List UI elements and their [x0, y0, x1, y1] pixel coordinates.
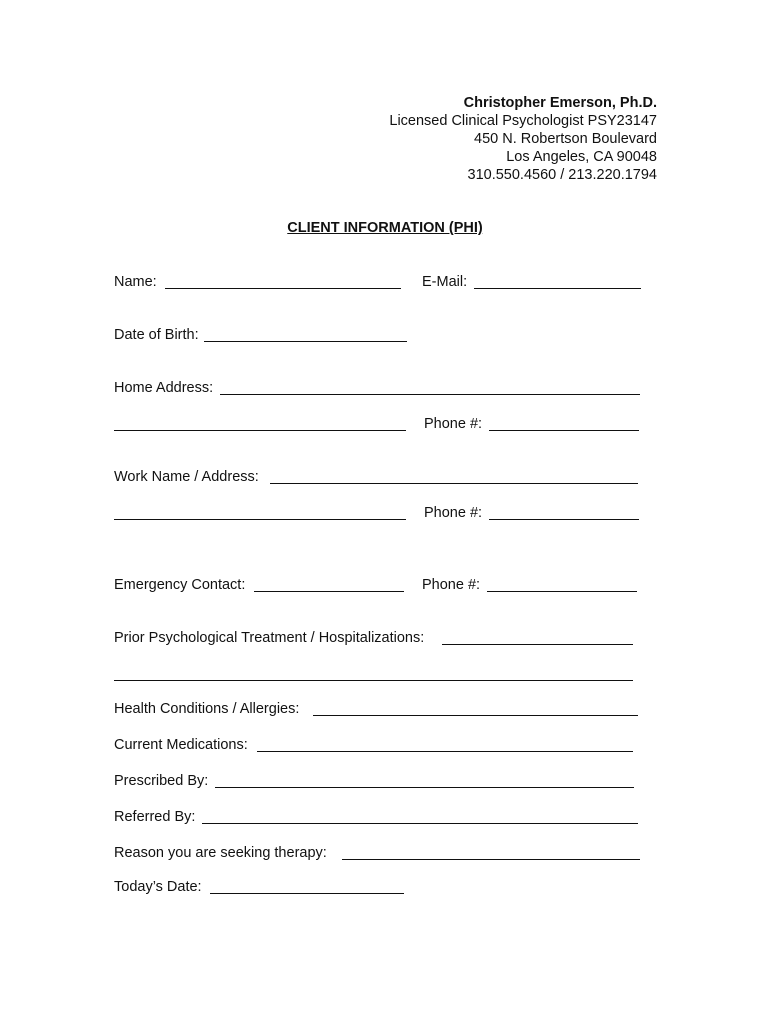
todays-date-field[interactable] — [210, 893, 404, 894]
prior-treatment-label: Prior Psychological Treatment / Hospitalizations: — [114, 630, 425, 646]
work-address-field[interactable] — [270, 483, 638, 484]
name-field[interactable] — [165, 288, 401, 289]
work-phone-field[interactable] — [489, 519, 639, 520]
provider-city: Los Angeles, CA 90048 — [506, 149, 657, 165]
medications-label: Current Medications: — [114, 737, 248, 753]
home-address-label: Home Address: — [114, 380, 214, 396]
emergency-phone-label: Phone #: — [422, 577, 481, 593]
name-label: Name: — [114, 274, 157, 290]
dob-field[interactable] — [204, 341, 407, 342]
provider-street: 450 N. Robertson Boulevard — [474, 131, 657, 147]
health-conditions-label: Health Conditions / Allergies: — [114, 701, 300, 717]
medications-field[interactable] — [257, 751, 633, 752]
email-field[interactable] — [474, 288, 641, 289]
provider-phones: 310.550.4560 / 213.220.1794 — [467, 167, 657, 183]
todays-date-label: Today’s Date: — [114, 879, 202, 895]
form-title: CLIENT INFORMATION (PHI) — [287, 220, 483, 236]
emergency-phone-field[interactable] — [487, 591, 637, 592]
work-address-line-2[interactable] — [114, 519, 406, 520]
dob-label: Date of Birth: — [114, 327, 199, 343]
health-conditions-field[interactable] — [313, 715, 638, 716]
referred-by-field[interactable] — [202, 823, 638, 824]
work-phone-label: Phone #: — [424, 505, 483, 521]
home-address-field[interactable] — [220, 394, 640, 395]
emergency-contact-field[interactable] — [254, 591, 404, 592]
home-phone-field[interactable] — [489, 430, 639, 431]
work-address-label: Work Name / Address: — [114, 469, 259, 485]
prior-treatment-field[interactable] — [442, 644, 633, 645]
referred-by-label: Referred By: — [114, 809, 196, 825]
provider-license: Licensed Clinical Psychologist PSY23147 — [389, 113, 657, 129]
prior-treatment-line-2[interactable] — [114, 680, 633, 681]
emergency-contact-label: Emergency Contact: — [114, 577, 246, 593]
home-phone-label: Phone #: — [424, 416, 483, 432]
prescribed-by-label: Prescribed By: — [114, 773, 209, 789]
reason-field[interactable] — [342, 859, 640, 860]
home-address-line-2[interactable] — [114, 430, 406, 431]
provider-name: Christopher Emerson, Ph.D. — [463, 95, 657, 111]
email-label: E-Mail: — [422, 274, 468, 290]
reason-label: Reason you are seeking therapy: — [114, 845, 327, 861]
prescribed-by-field[interactable] — [215, 787, 634, 788]
